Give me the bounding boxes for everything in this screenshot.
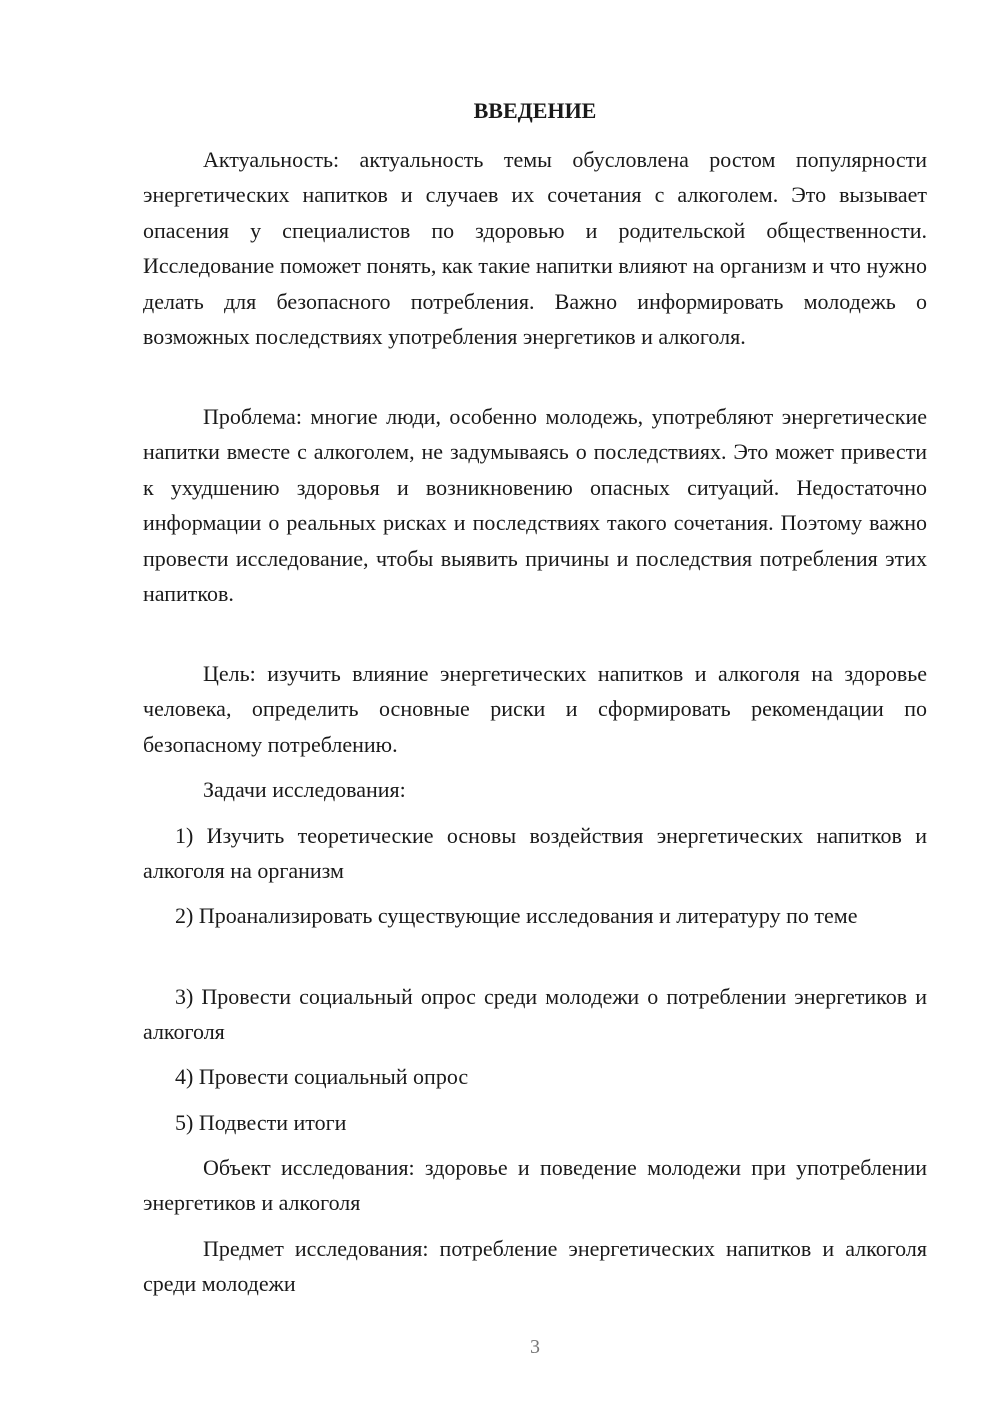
document-page bbox=[143, 0, 927, 1414]
paragraph-relevance: Актуальность: актуальность темы обусловлена ростом популярности энергетических напитков и случаев их сочетания с алкоголем. Это вызывает опасения у специалистов по здоровью и родительской общественности. Исследование поможет понять, как такие напитки влияют на организм и что нужно делать для безопасного потребления. Важно информировать молодежь о возможных последствиях употребления энергетиков и алкоголя. bbox=[143, 147, 927, 350]
task-item-1: 1) Изучить теоретические основы воздействия энергетических напитков и алкоголя на организм bbox=[143, 823, 927, 884]
paragraph-subject: Предмет исследования: потребление энергетических напитков и алкоголя среди молодежи bbox=[143, 1236, 927, 1297]
paragraph-problem: Проблема: многие люди, особенно молодежь, употребляют энергетические напитки вместе с алкоголем, не задумываясь о последствиях. Это может привести к ухудшению здоровья и возникновению опасных ситуаций. Недостаточно информации о реальных рисках и последствиях такого сочетания. Поэтому важно провести исследование, чтобы выявить причины и последствия потребления этих напитков. bbox=[143, 404, 927, 607]
paragraph-object: Объект исследования: здоровье и поведение молодежи при употреблении энергетиков и алкоголя bbox=[143, 1155, 927, 1216]
page-title: ВВЕДЕНИЕ bbox=[473, 98, 597, 123]
paragraph-goal: Цель: изучить влияние энергетических напитков и алкоголя на здоровье человека, определить основные риски и сформировать рекомендации по безопасному потреблению. bbox=[143, 661, 927, 757]
task-item-5: 5) Подвести итоги bbox=[175, 1110, 347, 1135]
task-item-4: 4) Провести социальный опрос bbox=[175, 1064, 469, 1089]
tasks-heading: Задачи исследования: bbox=[203, 777, 406, 802]
task-item-3: 3) Провести социальный опрос среди молодежи о потреблении энергетиков и алкоголя bbox=[143, 984, 927, 1045]
task-item-2: 2) Проанализировать существующие исследования и литературу по теме bbox=[175, 903, 858, 928]
page-number: 3 bbox=[530, 1336, 540, 1358]
